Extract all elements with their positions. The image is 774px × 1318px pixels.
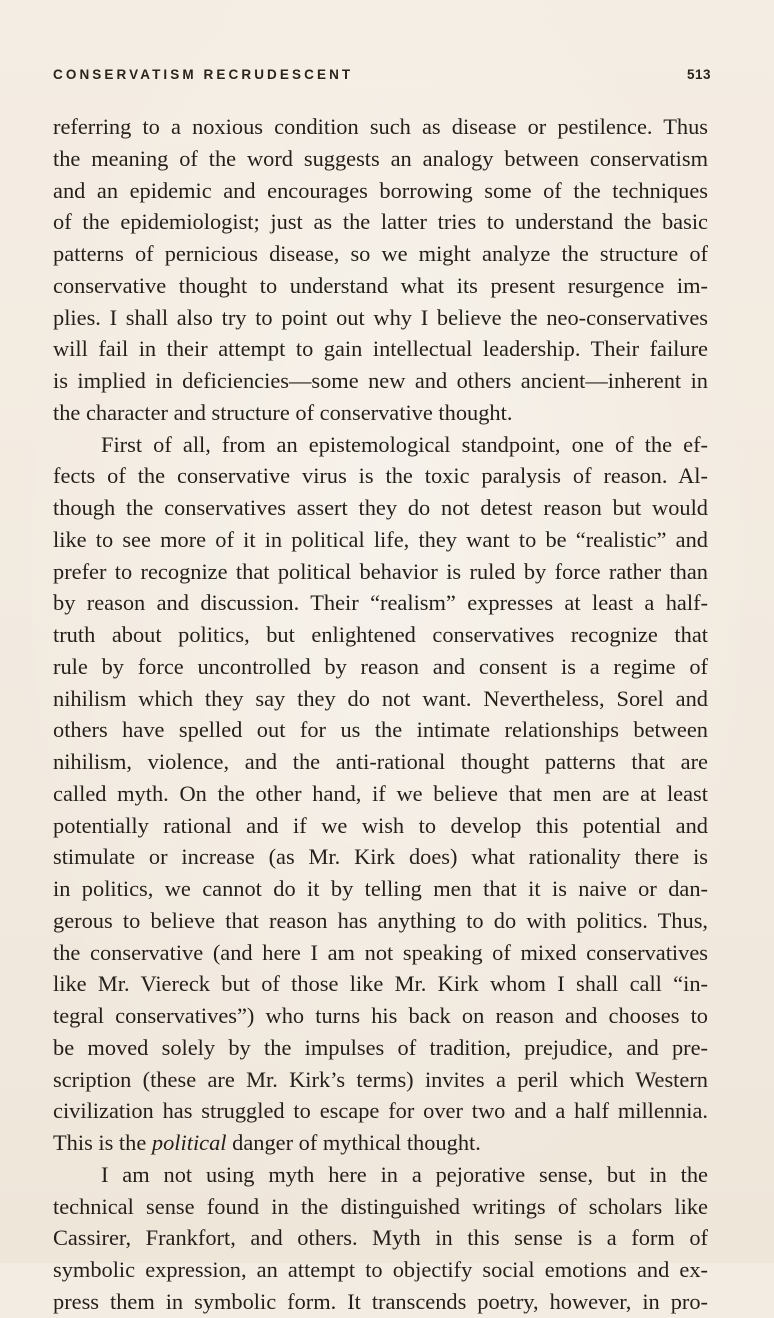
running-head (53, 62, 711, 86)
text-line: fects of the conservative virus is the toxic paralysis of reason. Al- (53, 463, 708, 489)
text-line: press them in symbolic form. It transcends poetry, however, in pro- (53, 1288, 708, 1314)
text-line: nihilism, violence, and the anti-rational thought patterns that are (53, 749, 708, 774)
text-line: in politics, we cannot do it by telling men that it is naive or dan- (53, 876, 708, 901)
text-line: be moved solely by the impulses of tradition, prejudice, and pre- (53, 1034, 708, 1060)
text-line: others have spelled out for us the intimate relationships between (53, 717, 708, 743)
text-line: though the conservatives assert they do not detest reason but would (53, 495, 708, 520)
text-line: symbolic expression, an attempt to objectify social emotions and ex- (53, 1257, 708, 1282)
page-number: 513 (686, 66, 711, 82)
text-line: called myth. On the other hand, if we believe that men are at least (53, 780, 708, 806)
closing-line (53, 1127, 708, 1159)
closing-line-before: This is the (53, 1130, 152, 1155)
text-line: tegral conservatives”) who turns his back on reason and chooses to (53, 1003, 708, 1028)
text-line: conservative thought to understand what its present resurgence im- (53, 272, 708, 298)
text-line: gerous to believe that reason has anything to do with politics. Thus, (53, 907, 708, 933)
body-text (53, 111, 708, 1318)
text-line: truth about politics, but enlightened conservatives recognize that (53, 622, 708, 647)
text-line: potentially rational and if we wish to develop this potential and (53, 812, 708, 838)
text-line: nihilism which they say they do not want. Nevertheless, Sorel and (53, 685, 708, 711)
closing-line-after: danger of mythical thought. (226, 1130, 481, 1155)
text-line: rule by force uncontrolled by reason and consent is a regime of (53, 653, 708, 679)
text-line: civilization has struggled to escape for over two and a half millennia. (53, 1098, 708, 1124)
text-line: the character and structure of conservative thought. (53, 399, 513, 425)
text-line: technical sense found in the distinguished writings of scholars like (53, 1193, 708, 1219)
text-line: scription (these are Mr. Kirk’s terms) invites a peril which Western (53, 1066, 708, 1092)
text-line: the conservative (and here I am not speaking of mixed conservatives (53, 939, 708, 965)
paragraph-1 (53, 111, 708, 429)
text-line: is implied in deficiencies—some new and others ancient—inherent in (53, 368, 708, 393)
running-head-title: CONSERVATISM RECRUDESCENT (53, 66, 354, 82)
paragraph-3 (53, 1159, 708, 1318)
text-line: like to see more of it in political life, they want to be “realistic” and (53, 526, 708, 552)
paragraph-2 (53, 429, 708, 1159)
text-line: stimulate or increase (as Mr. Kirk does) what rationality there is (53, 844, 708, 870)
text-line: and an epidemic and encourages borrowing some of the techniques (53, 177, 708, 203)
text-line: plies. I shall also try to point out why I believe the neo-conservatives (53, 304, 708, 330)
text-line: like Mr. Viereck but of those like Mr. Kirk whom I shall call “in- (53, 971, 708, 997)
text-line: will fail in their attempt to gain intellectual leadership. Their failure (53, 336, 708, 362)
text-line: I am not using myth here in a pejorative sense, but in the (101, 1161, 708, 1187)
text-line: prefer to recognize that political behavior is ruled by force rather than (53, 558, 708, 584)
text-line: of the epidemiologist; just as the latter tries to understand the basic (53, 209, 708, 235)
text-line: Cassirer, Frankfort, and others. Myth in this sense is a form of (53, 1225, 708, 1251)
text-line: patterns of pernicious disease, so we might analyze the structure of (53, 241, 708, 266)
text-line: referring to a noxious condition such as disease or pestilence. Thus (53, 114, 708, 139)
emphasis-word: political (151, 1130, 227, 1155)
text-line: by reason and discussion. Their “realism” expresses at least a half- (53, 590, 708, 616)
text-line: the meaning of the word suggests an analogy between conservatism (53, 145, 708, 171)
text-line: First of all, from an epistemological standpoint, one of the ef- (101, 431, 708, 457)
